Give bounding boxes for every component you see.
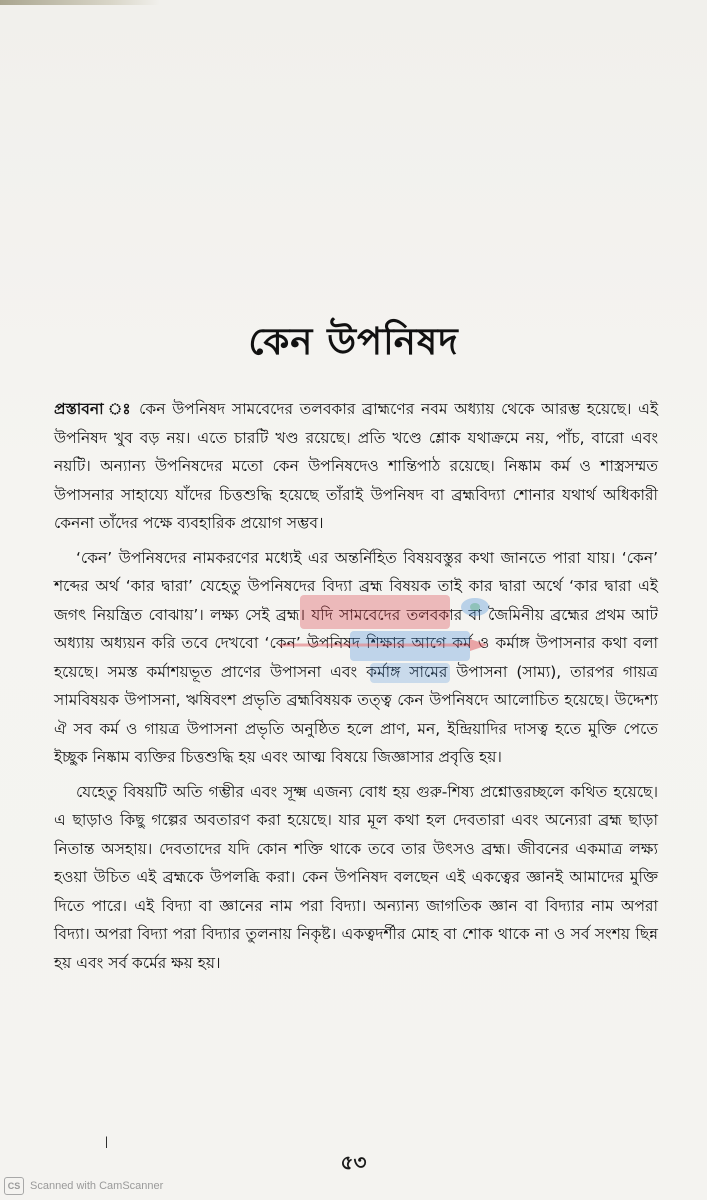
camscanner-icon: CS: [4, 1177, 24, 1195]
camscanner-label: Scanned with CamScanner: [30, 1180, 164, 1192]
page-number: ৫৩: [340, 1150, 367, 1174]
camscanner-badge: [4, 1177, 163, 1195]
stray-mark: ৷: [105, 1132, 109, 1153]
paragraph-3: যেহেতু বিষয়টি অতি গম্ভীর এবং সূক্ষ্ম এজন্য বোধ হয় গুরু-শিষ্য প্রশ্নোত্তরচ্ছলে কথিত হয়েছে। এ ছাড়াও কিছু গল্পের অবতারণ করা হয়েছে। যার মূল কথা হল দেবতারা এবং অন্যেরা ব্রহ্ম ছাড়া নিতান্ত অসহায়। দেবতাদের যদি কোন শক্তি থাকে তবে তার উৎসও ব্রহ্ম। জীবনের একমাত্র লক্ষ্য হওয়া উচিত এই ব্রহ্মকে উপলব্ধি করা। কেন উপনিষদ বলছেন এই একত্বের জ্ঞানই আমাদের মুক্তি দিতে পারে। এই বিদ্যা বা জ্ঞানের নাম পরা বিদ্যা। অন্যান্য জাগতিক জ্ঞান বা বিদ্যার নাম অপরা বিদ্যা। অপরা বিদ্যা পরা বিদ্যার তুলনায় নিকৃষ্ট। একত্বদর্শীর মোহ বা শোক থাকে না ও সর্ব সংশয় ছিন্ন হয় এবং সর্ব কর্মের ক্ষয় হয়।: [54, 782, 658, 972]
paragraph-1-text: কেন উপনিষদ সামবেদের তলবকার ব্রাহ্মণের নবম অধ্যায় থেকে আরম্ভ হয়েছে। এই উপনিষদ খুব বড় নয়। এতে চারটি খণ্ড রয়েছে। প্রতি খণ্ডে শ্লোক যথাক্রমে নয়, পাঁচ, বারো এবং নয়টি। অন্যান্য উপনিষদের মতো কেন উপনিষদেও শান্তিপাঠ রয়েছে। নিষ্কাম কর্ম ও শাস্ত্রসম্মত উপাসনার সাহায্যে যাঁদের চিত্তশুদ্ধি হয়েছে তাঁরাই উপনিষদ বা ব্রহ্মবিদ্যা শোনার যথার্থ অধিকারী কেননা তাঁদের পক্ষে ব্যবহারিক প্রয়োগ সম্ভব।: [54, 400, 659, 532]
intro-lead: প্রস্তাবনা ঃ: [54, 400, 133, 418]
body-text: [54, 395, 658, 983]
chapter-title: কেন উপনিষদ: [248, 320, 459, 363]
page-edge-shadow: [0, 0, 160, 5]
paragraph-intro: [54, 395, 658, 538]
paragraph-2: ‘কেন’ উপনিষদের নামকরণের মধ্যেই এর অন্তর্নিহিত বিষয়বস্তুর কথা জানতে পারা যায়। ‘কেন’ শব্দের অর্থ ‘কার দ্বারা’ যেহেতু উপনিষদের বিদ্যা ব্রহ্ম বিষয়ক তাই কার দ্বারা অর্থে ‘কার দ্বারা এই জগৎ নিয়ন্ত্রিত বোঝায়’। লক্ষ্য সেই ব্রহ্ম। যদি সামবেদের তলবকার বা জৈমিনীয় ব্রহ্মের প্রথম আট অধ্যায় অধ্যয়ন করি তবে দেখবো ‘কেন’ উপনিষদ শিক্ষার আগে কর্ম ও কর্মাঙ্গ উপাসনার কথা বলা হয়েছে। সমস্ত কর্মাশয়ভূত প্রাণের উপাসনা এবং কর্মাঙ্গ সামের উপাসনা (সাম্য), তারপর গায়ত্র সামবিষয়ক উপাসনা, ঋষিবংশ প্রভৃতি ব্রহ্মবিষয়ক তত্ত্ব কেন উপনিষদে আলোচিত হয়েছে। উদ্দেশ্য ঐ সব কর্ম ও গায়ত্র উপাসনা প্রভৃতি অনুষ্ঠিত হলে প্রাণ, মন, ইন্দ্রিয়াদির দাসত্ব হতে মুক্তি পেতে ইচ্ছুক নিষ্কাম ব্যক্তির চিত্তশুদ্ধি হয় এবং আত্ম বিষয়ে জিজ্ঞাসার প্রবৃত্তি হয়।: [54, 548, 658, 766]
